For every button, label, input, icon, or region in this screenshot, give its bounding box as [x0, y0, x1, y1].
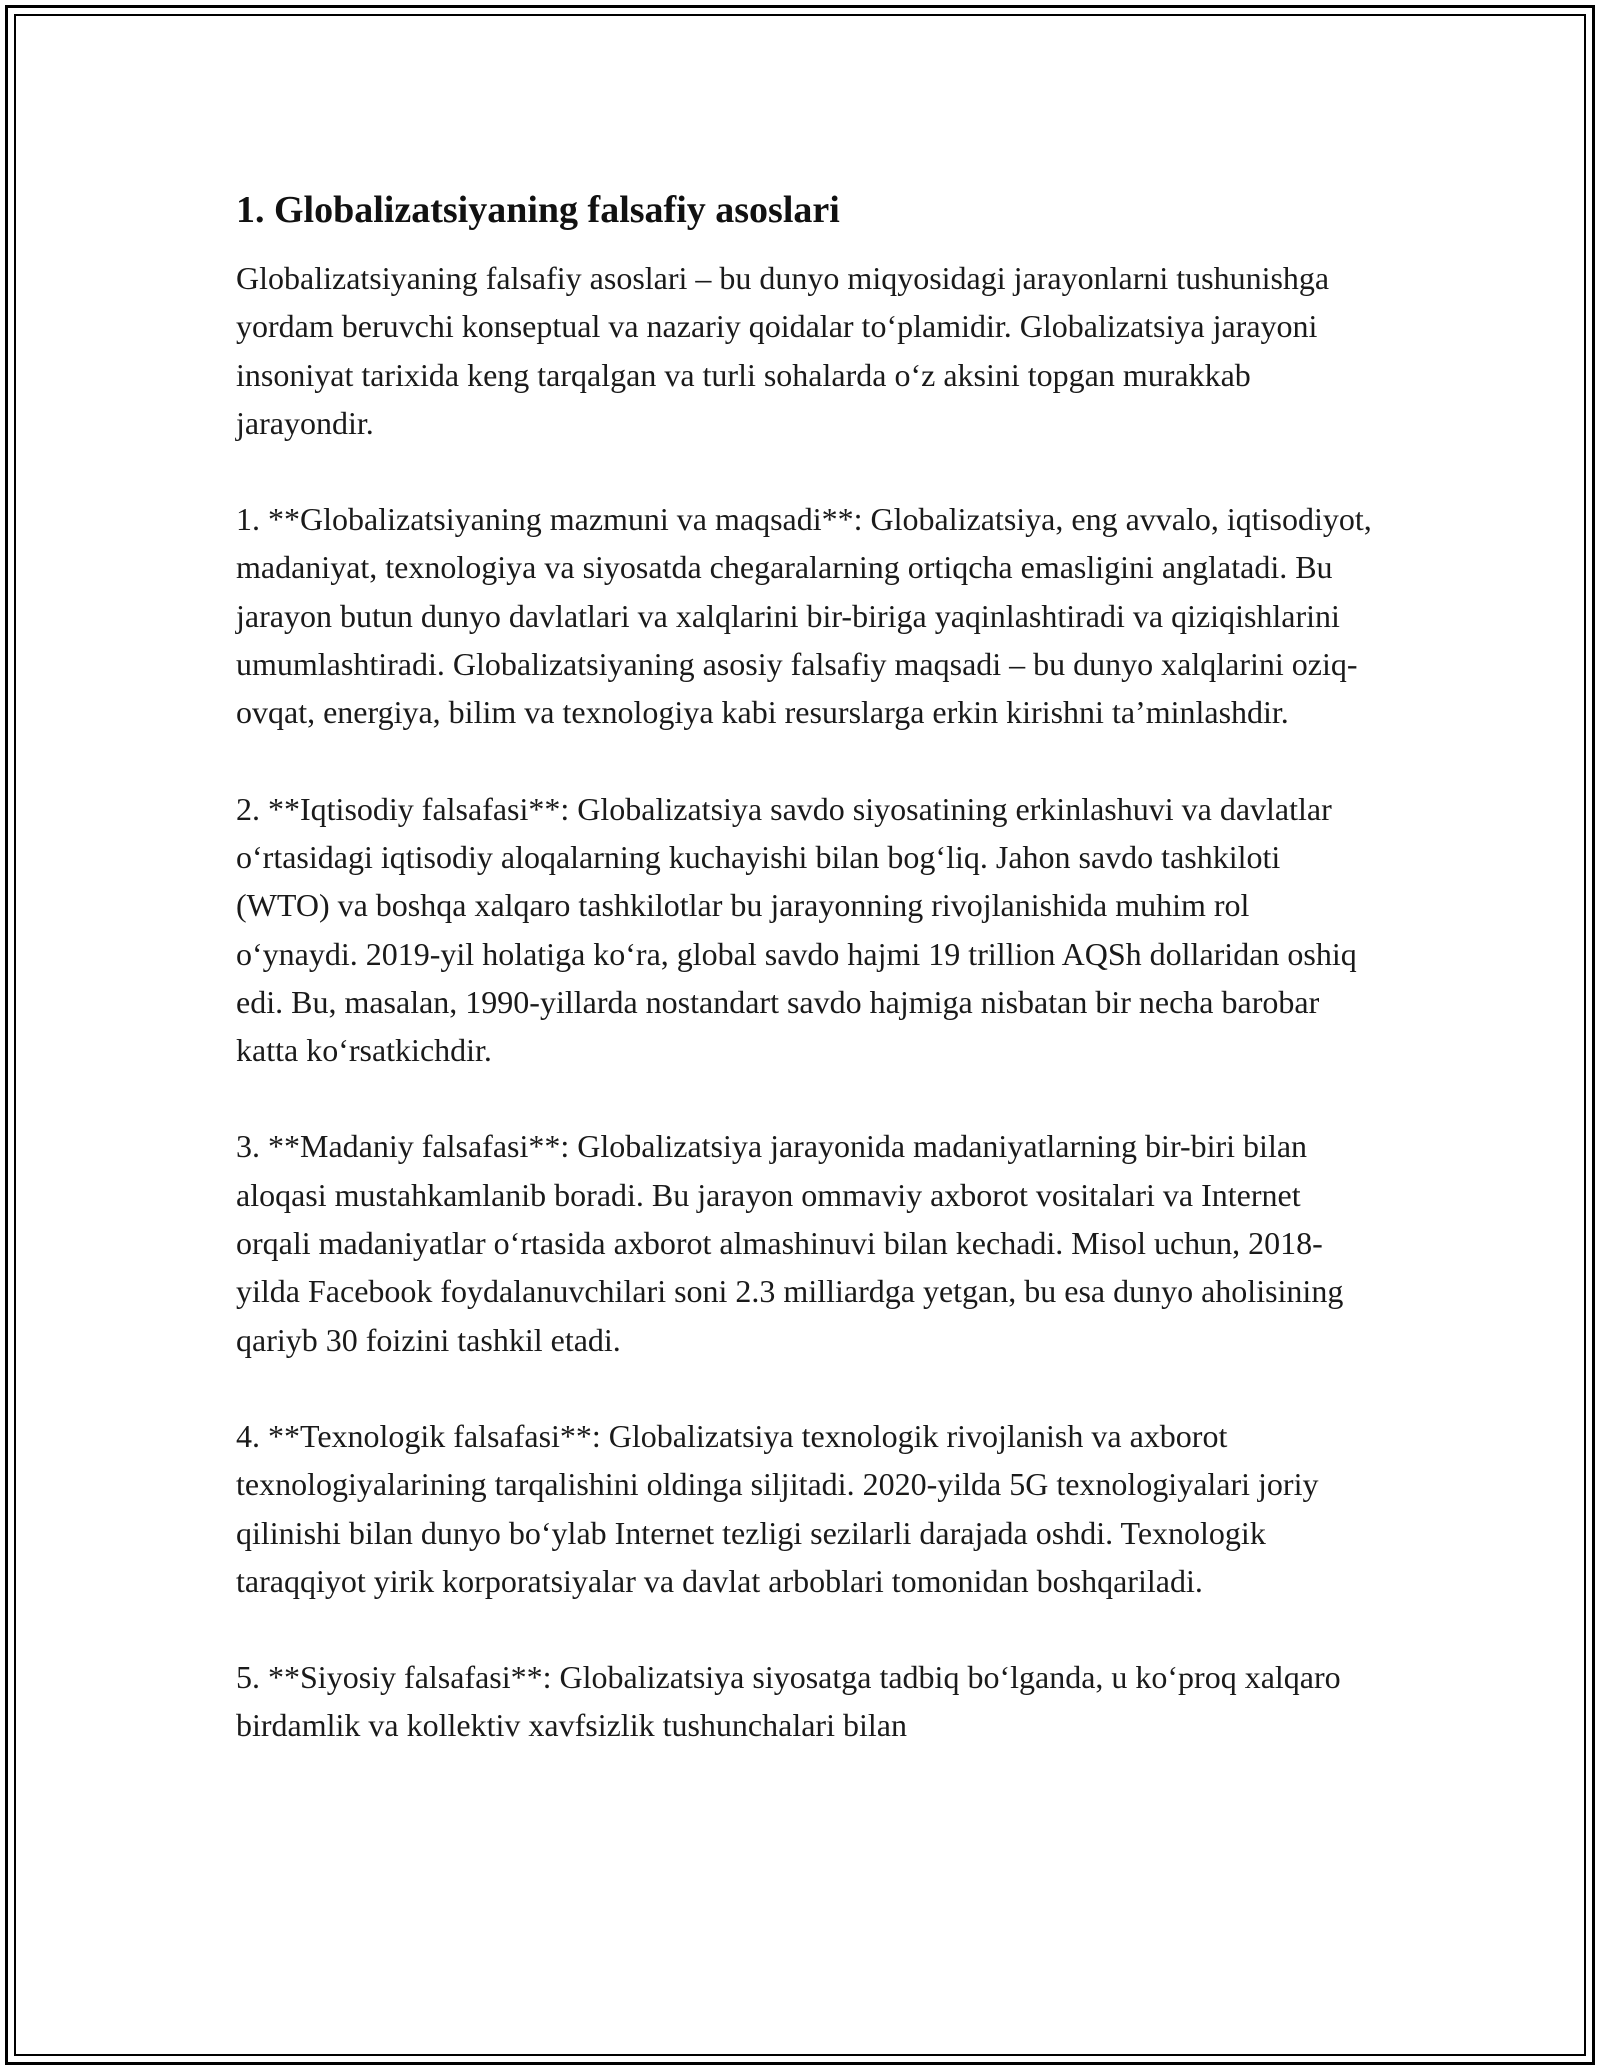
- paragraph-4-technological: 4. **Texnologik falsafasi**: Globalizatsiya texnologik rivojlanish va axborot texnologiyalarining tarqalishini oldinga siljitadi. 2020-yilda 5G texnologiyalari joriy qilinishi bilan dunyo bo‘ylab Internet tezligi sezilarli darajada oshdi. Texnologik taraqqiyot yirik korporatsiyalar va davlat arboblari tomonidan boshqariladi.: [236, 1417, 1319, 1599]
- paragraph-3-cultural: 3. **Madaniy falsafasi**: Globalizatsiya jarayonida madaniyatlarning bir-biri bilan aloqasi mustahkamlanib boradi. Bu jarayon ommaviy axborot vositalari va Internet orqali madaniyatlar o‘rtasida axborot almashinuvi bilan kechadi. Misol uchun, 2018-yilda Facebook foydalanuvchilari soni 2.3 milliardga yetgan, bu esa dunyo aholisining qariyb 30 foizini tashkil etadi.: [236, 1128, 1344, 1358]
- paragraph-1-meaning-purpose: 1. **Globalizatsiyaning mazmuni va maqsadi**: Globalizatsiya, eng avvalo, iqtisodiyot, madaniyat, texnologiya va siyosatda chegaralarning ortiqcha emasligini anglatadi. Bu jarayon butun dunyo davlatlari va xalqlarini bir-biriga yaqinlashtiradi va qiziqishlarini umumlashtiradi. Globalizatsiyaning asosiy falsafiy maqsadi – bu dunyo xalqlarini oziq-ovqat, energiya, bilim va texnologiya kabi resurslarga erkin kirishni ta’minlashdir.: [236, 501, 1372, 731]
- paragraph-5-political: 5. **Siyosiy falsafasi**: Globalizatsiya siyosatga tadbiq bo‘lganda, u ko‘proq xalqaro birdamlik va kollektiv xavfsizlik tushunchalari bilan: [236, 1659, 1341, 1744]
- section-heading: 1. Globalizatsiyaning falsafiy asoslari: [236, 189, 840, 231]
- document-body: [236, 186, 1376, 1750]
- paragraph-intro: Globalizatsiyaning falsafiy asoslari – bu dunyo miqyosidagi jarayonlarni tushunishga yordam beruvchi konseptual va nazariy qoidalar to‘plamidir. Globalizatsiya jarayoni insoniyat tarixida keng tarqalgan va turli sohalarda o‘z aksini topgan murakkab jarayondir.: [236, 260, 1330, 441]
- paragraph-2-economic: 2. **Iqtisodiy falsafasi**: Globalizatsiya savdo siyosatining erkinlashuvi va davlatlar o‘rtasidagi iqtisodiy aloqalarning kuchayishi bilan bog‘liq. Jahon savdo tashkiloti (WTO) va boshqa xalqaro tashkilotlar bu jarayonning rivojlanishida muhim rol o‘ynaydi. 2019-yil holatiga ko‘ra, global savdo hajmi 19 trillion AQSh dollaridan oshiq edi. Bu, masalan, 1990-yillarda nostandart savdo hajmiga nisbatan bir necha barobar katta ko‘rsatkichdir.: [236, 790, 1357, 1069]
